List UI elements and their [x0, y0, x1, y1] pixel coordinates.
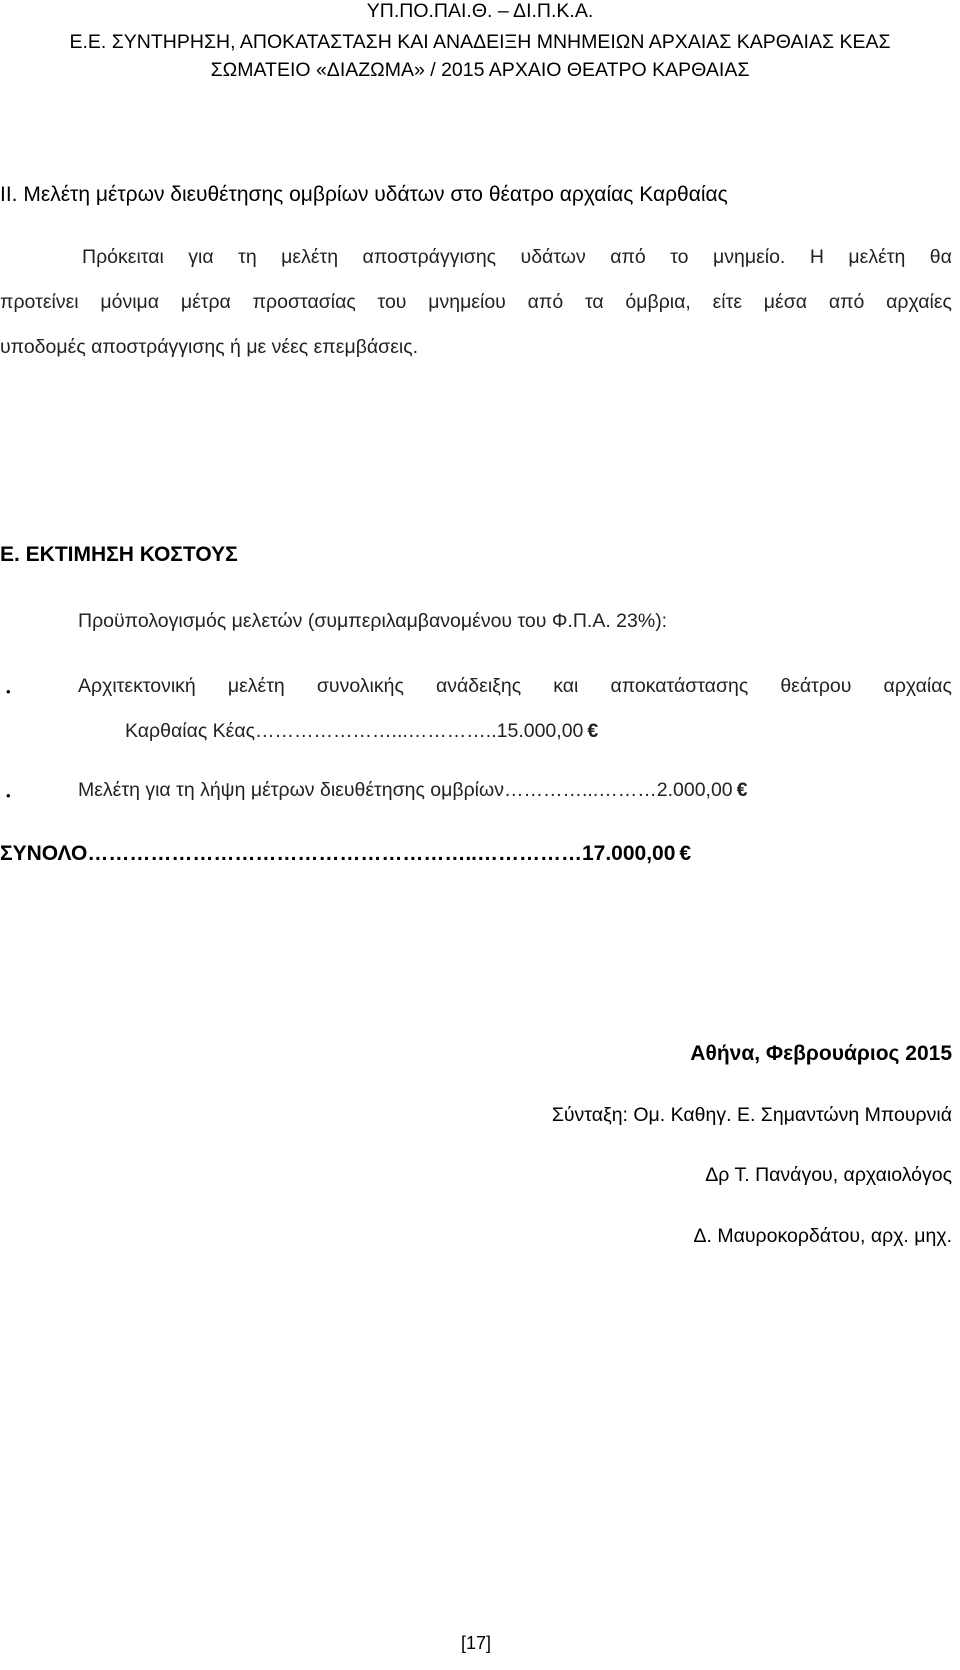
- bullet-icon: •: [6, 788, 11, 803]
- cost-item-1-text: Καρθαίας Κέας…………………...…………..15.000,00: [125, 720, 584, 742]
- cost-item-1-word: αρχαίας: [883, 675, 952, 697]
- paragraph-word: Η: [809, 246, 824, 268]
- paragraph-line-3: υποδομές αποστράγγισης ή με νέες επεμβάσεις.: [0, 336, 419, 358]
- paragraph-word: μνημείου: [428, 291, 506, 313]
- cost-item-1-line-2: [125, 720, 598, 743]
- bullet-icon: •: [6, 684, 11, 699]
- cost-item-1-word: και: [553, 675, 579, 697]
- paragraph-word: αρχαίες: [886, 291, 952, 313]
- paragraph-word: από: [527, 291, 564, 313]
- paragraph-word: προστασίας: [252, 291, 356, 313]
- cost-item-1-line-1: [78, 675, 952, 698]
- paragraph-word: τα: [584, 291, 604, 313]
- euro-icon: €: [679, 842, 692, 865]
- header-line-committee: Ε.Ε. ΣΥΝΤΗΡΗΣΗ, ΑΠΟΚΑΤΑΣΤΑΣΗ ΚΑΙ ΑΝΑΔΕΙΞΗ ΜΝΗΜΕΙΩΝ ΑΡΧΑΙΑΣ ΚΑΡΘΑΙΑΣ ΚΕΑΣ: [69, 31, 891, 53]
- cost-item-1-word: συνολικής: [316, 675, 404, 697]
- paragraph-word: Πρόκειται: [82, 246, 164, 268]
- paragraph-word: όμβρια,: [625, 291, 691, 313]
- paragraph-word: υδάτων: [520, 246, 586, 268]
- paragraph-word: μέσα: [763, 291, 808, 313]
- paragraph-line-2: [0, 291, 952, 314]
- paragraph-word: προτείνει: [0, 291, 79, 313]
- cost-heading: Ε. ΕΚΤΙΜΗΣΗ ΚΟΣΤΟΥΣ: [0, 543, 238, 566]
- signature-line-1: Σύνταξη: Ομ. Καθηγ. Ε. Σημαντώνη Μπουρνιά: [551, 1104, 952, 1126]
- cost-item-1-word: ανάδειξης: [435, 675, 522, 697]
- cost-total-text: ΣΥΝΟΛΟ………………………………………………..……………17.000,00: [0, 842, 676, 865]
- paragraph-word: για: [188, 246, 214, 268]
- signature-line-3: Δ. Μαυροκορδάτου, αρχ. μηχ.: [693, 1225, 952, 1247]
- cost-item-1-word: θεάτρου: [780, 675, 852, 697]
- cost-total: [0, 842, 691, 866]
- header-line-ministry: ΥΠ.ΠΟ.ΠΑΙ.Θ. – ΔΙ.Π.Κ.Α.: [366, 0, 594, 22]
- paragraph-line-1: [0, 246, 952, 269]
- paragraph-word: μέτρα: [180, 291, 231, 313]
- paragraph-word: μελέτη: [848, 246, 906, 268]
- paragraph-word: μελέτη: [281, 246, 339, 268]
- header-line-association: ΣΩΜΑΤΕΙΟ «ΔΙΑΖΩΜΑ» / 2015 ΑΡΧΑΙΟ ΘΕΑΤΡΟ ΚΑΡΘΑΙΑΣ: [210, 59, 750, 81]
- euro-icon: €: [736, 779, 748, 801]
- paragraph-word: του: [377, 291, 407, 313]
- page-number: [17]: [460, 1633, 492, 1653]
- cost-item-1-word: αποκατάστασης: [610, 675, 749, 697]
- euro-icon: €: [587, 720, 599, 742]
- paragraph-word: από: [610, 246, 646, 268]
- cost-item-1-word: Αρχιτεκτονική: [78, 675, 196, 697]
- paragraph-word: θα: [929, 246, 952, 268]
- paragraph-word: είτε: [712, 291, 743, 313]
- signature-line-2: Δρ Τ. Πανάγου, αρχαιολόγος: [705, 1164, 952, 1186]
- paragraph-word: αποστράγγισης: [362, 246, 497, 268]
- signature-date: Αθήνα, Φεβρουάριος 2015: [690, 1042, 952, 1065]
- paragraph-word: το: [670, 246, 689, 268]
- budget-intro: Προϋπολογισμός μελετών (συμπεριλαμβανομένου του Φ.Π.Α. 23%):: [78, 610, 668, 632]
- cost-item-2: [78, 779, 748, 802]
- paragraph-word: μόνιμα: [100, 291, 160, 313]
- cost-item-1-word: μελέτη: [227, 675, 285, 697]
- cost-item-2-text: Μελέτη για τη λήψη μέτρων διευθέτησης ομβρίων…………...………2.000,00: [78, 779, 733, 801]
- paragraph-word: μνημείο.: [713, 246, 786, 268]
- paragraph-word: από: [828, 291, 865, 313]
- paragraph-word: τη: [238, 246, 257, 268]
- section-title: ΙΙ. Μελέτη μέτρων διευθέτησης ομβρίων υδάτων στο θέατρο αρχαίας Καρθαίας: [0, 183, 728, 206]
